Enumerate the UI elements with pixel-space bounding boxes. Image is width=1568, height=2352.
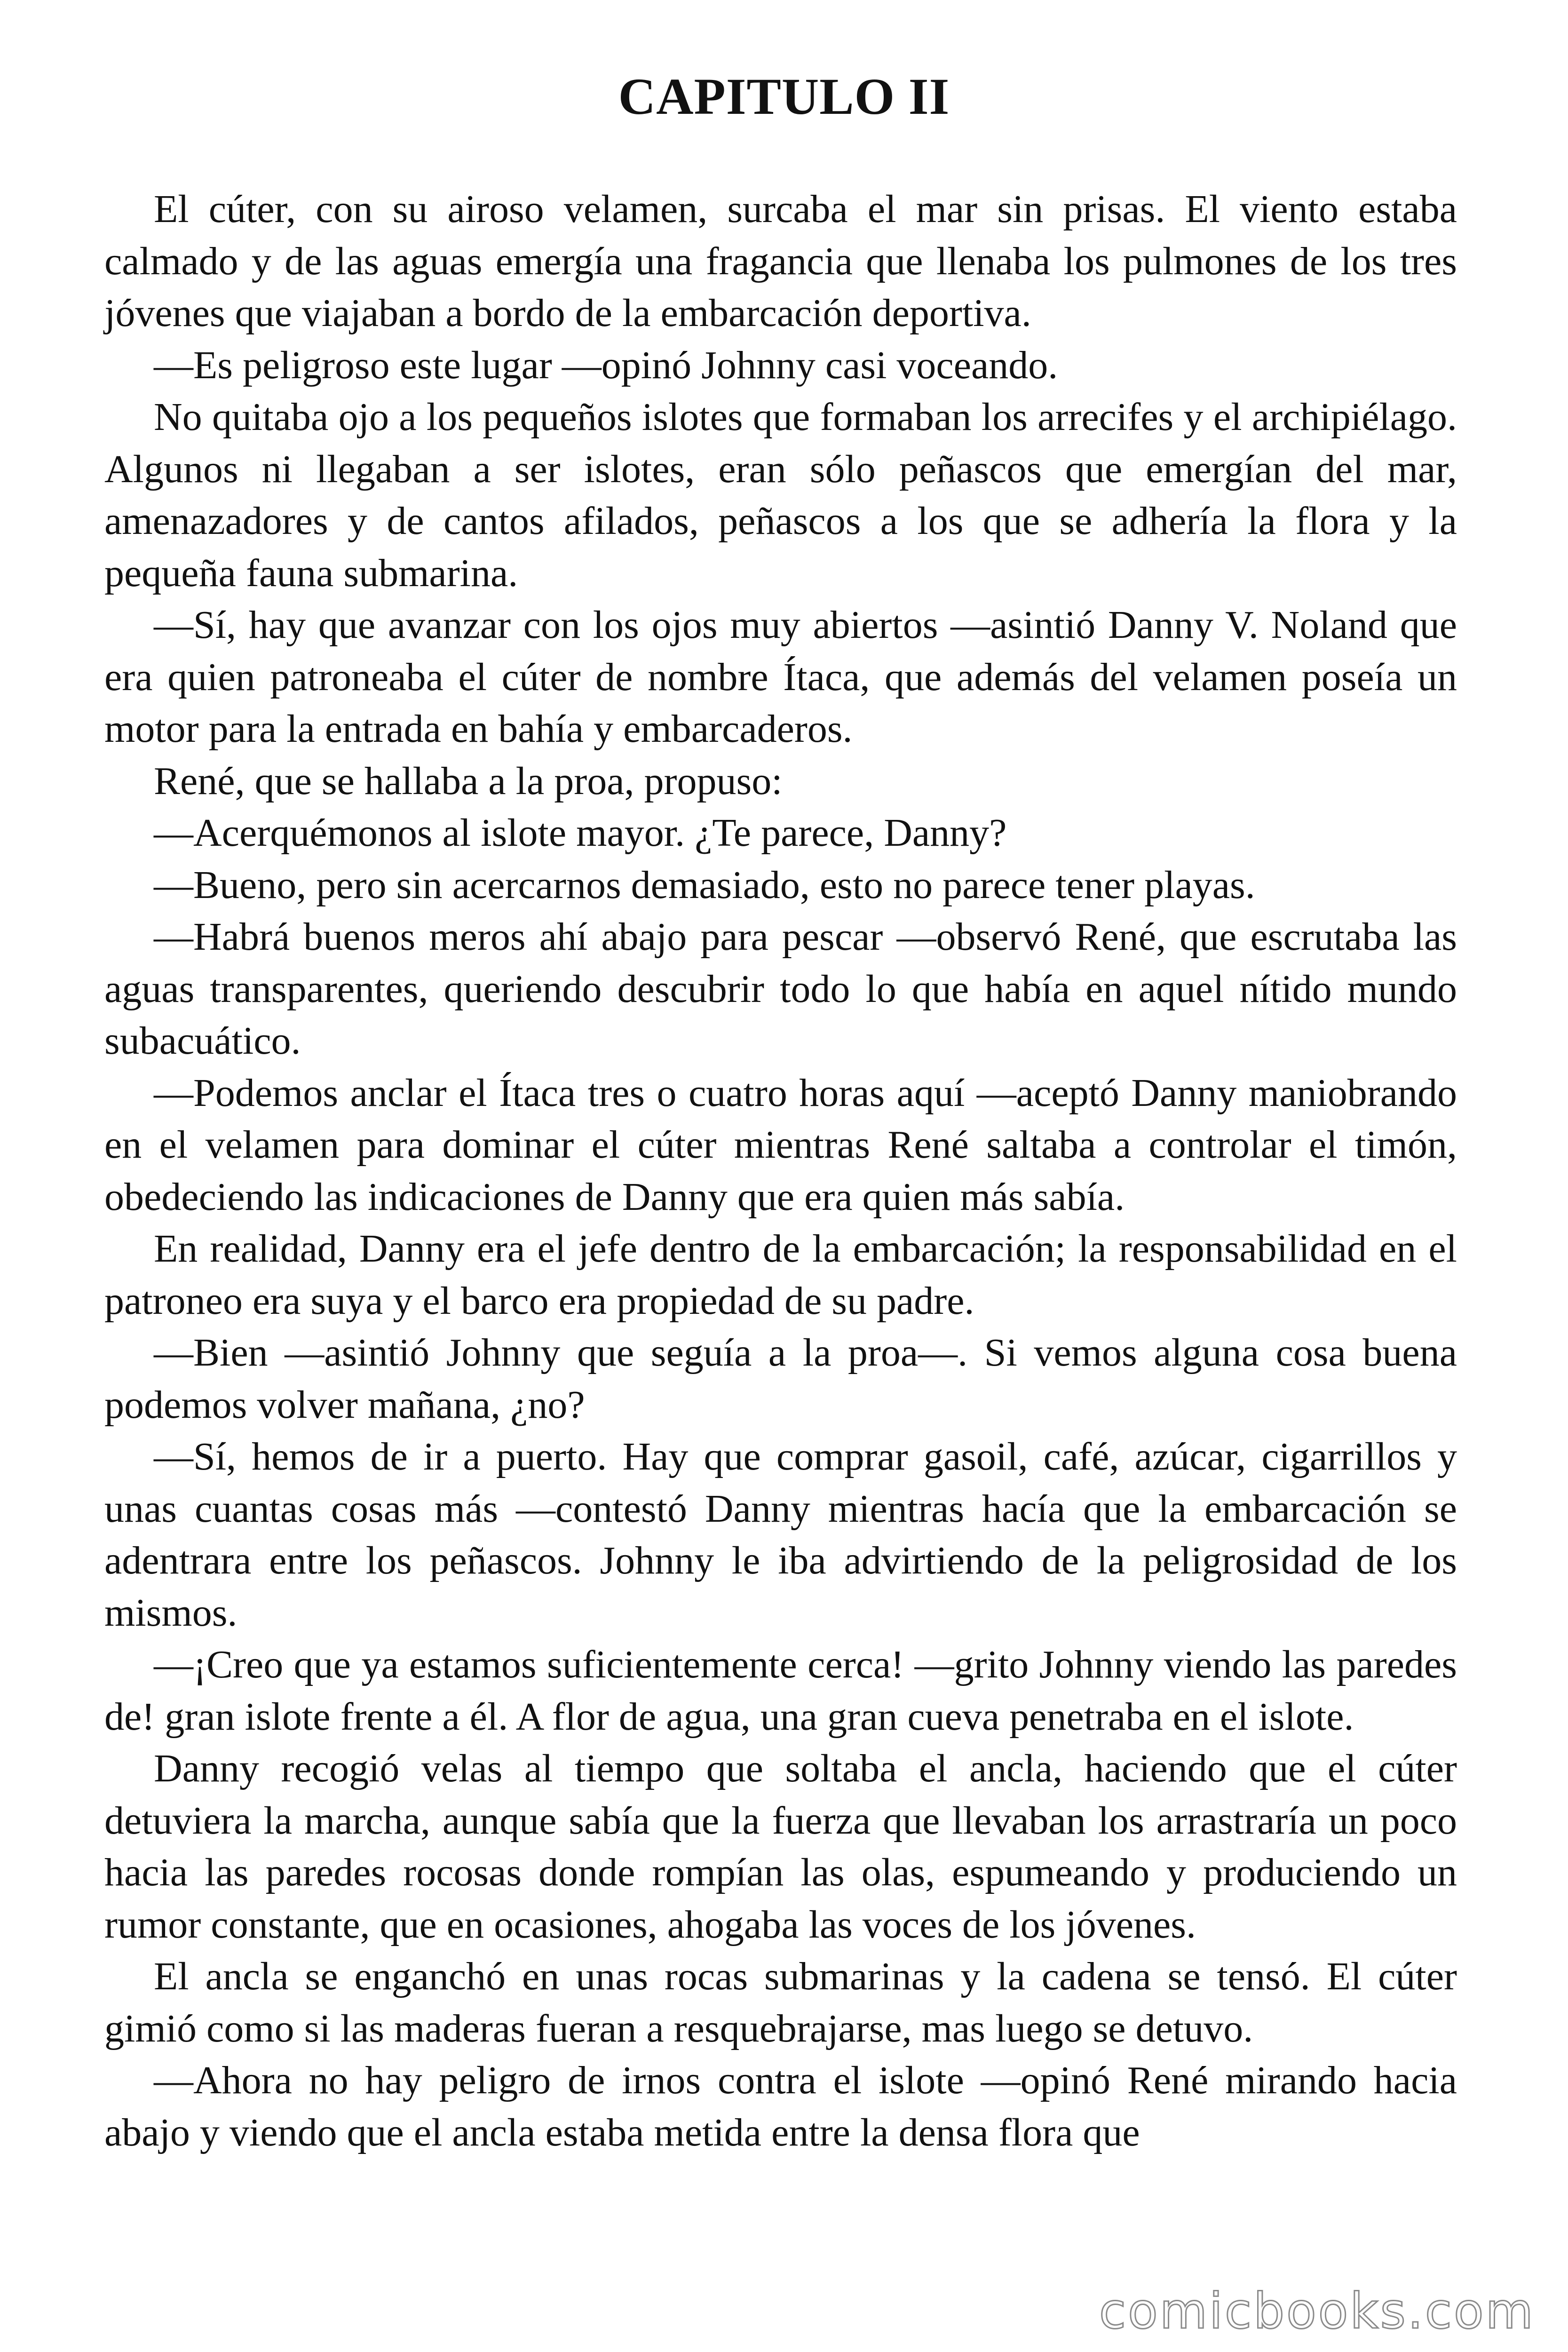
paragraph: —Sí, hay que avanzar con los ojos muy abiertos —asintió Danny V. Noland que era quien patroneaba el cúter de nombre Ítaca, que además del velamen poseía un motor para la entrada en bahía y embarcaderos.	[104, 603, 1457, 751]
paragraph: En realidad, Danny era el jefe dentro de la embarcación; la responsabilidad en el patroneo era suya y el barco era propiedad de su padre.	[104, 1227, 1457, 1323]
paragraph: —Es peligroso este lugar —opinó Johnny casi voceando.	[154, 343, 1058, 387]
watermark: comicbooks.com	[1099, 2282, 1535, 2340]
paragraph: —Bien —asintió Johnny que seguía a la proa—. Si vemos alguna cosa buena podemos volver mañana, ¿no?	[104, 1331, 1457, 1427]
paragraph: No quitaba ojo a los pequeños islotes que formaban los arrecifes y el archipiélago. Algunos ni llegaban a ser islotes, eran sólo peñascos que emergían del mar, amenazadores y de cantos afilados, peñascos a los que se adhería la flora y la pequeña fauna submarina.	[104, 395, 1457, 595]
paragraph: —Podemos anclar el Ítaca tres o cuatro horas aquí —aceptó Danny maniobrando en el velamen para dominar el cúter mientras René saltaba a controlar el timón, obedeciendo las indicaciones de Danny que era quien más sabía.	[104, 1071, 1457, 1219]
paragraph: —Habrá buenos meros ahí abajo para pescar —observó René, que escrutaba las aguas transparentes, queriendo descubrir todo lo que había en aquel nítido mundo subacuático.	[104, 915, 1457, 1063]
paragraph: El cúter, con su airoso velamen, surcaba el mar sin prisas. El viento estaba calmado y de las aguas emergía una fragancia que llenaba los pulmones de los tres jóvenes que viajaban a bordo de la embarcación deportiva.	[104, 187, 1457, 335]
paragraph: El ancla se enganchó en unas rocas submarinas y la cadena se tensó. El cúter gimió como si las maderas fueran a resquebrajarse, mas luego se detuvo.	[104, 1955, 1457, 2050]
chapter-title: CAPITULO II	[618, 68, 950, 125]
paragraph: René, que se hallaba a la proa, propuso:	[154, 759, 783, 803]
paragraph: Danny recogió velas al tiempo que soltaba el ancla, haciendo que el cúter detuviera la marcha, aunque sabía que la fuerza que llevaban los arrastraría un poco hacia las paredes rocosas donde rompían las olas, espumeando y produciendo un rumor constante, que en ocasiones, ahogaba las voces de los jóvenes.	[104, 1747, 1457, 1947]
chapter-body	[104, 183, 1457, 2159]
paragraph: —Ahora no hay peligro de irnos contra el islote —opinó René mirando hacia abajo y viendo que el ancla estaba metida entre la densa flora que	[104, 2058, 1457, 2154]
paragraph: —Acerquémonos al islote mayor. ¿Te parece, Danny?	[154, 811, 1007, 855]
paragraph: —Sí, hemos de ir a puerto. Hay que comprar gasoil, café, azúcar, cigarrillos y unas cuantas cosas más —contestó Danny mientras hacía que la embarcación se adentrara entre los peñascos. Johnny le iba advirtiendo de la peligrosidad de los mismos.	[104, 1435, 1457, 1635]
paragraph: —Bueno, pero sin acercarnos demasiado, esto no parece tener playas.	[154, 863, 1255, 907]
paragraph: —¡Creo que ya estamos suficientemente cerca! —grito Johnny viendo las paredes de! gran islote frente a él. A flor de agua, una gran cueva penetraba en el islote.	[104, 1643, 1457, 1739]
